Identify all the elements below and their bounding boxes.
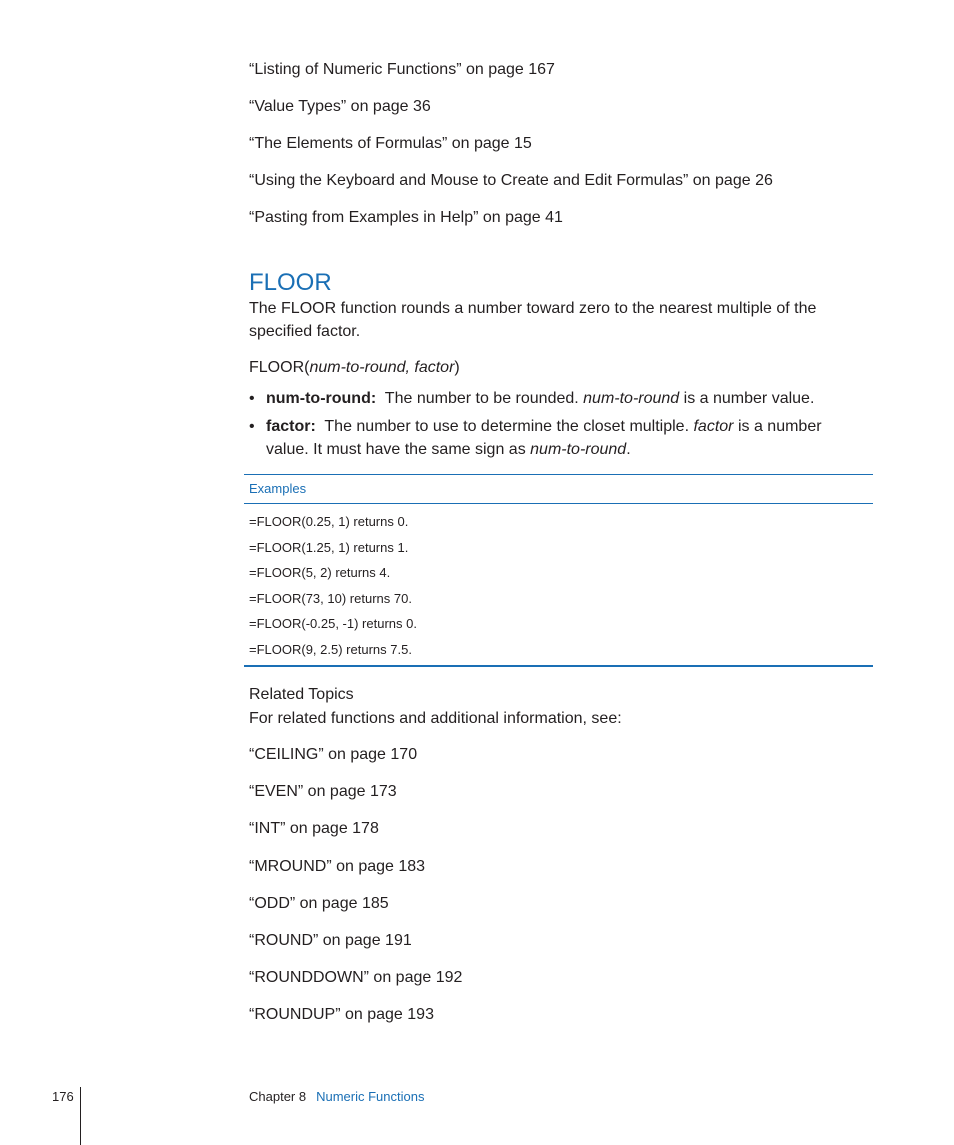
syntax-arguments: num-to-round, factor <box>309 359 455 376</box>
argument-desc: The number to use to determine the closet multiple. <box>324 418 690 435</box>
syntax-close-paren: ) <box>454 359 460 376</box>
chapter-footer <box>249 1089 424 1105</box>
example-row: =FLOOR(73, 10) returns 70. <box>249 590 412 606</box>
example-row: =FLOOR(0.25, 1) returns 0. <box>249 514 409 529</box>
function-syntax <box>249 358 460 378</box>
function-description: The FLOOR function rounds a number toward zero to the nearest multiple of the specified factor. <box>249 300 817 340</box>
argument-italic: num-to-round <box>530 441 627 458</box>
bullet-icon: • <box>249 418 255 435</box>
link-roundup[interactable]: “ROUNDUP” on page 193 <box>249 1006 434 1023</box>
link-ceiling[interactable]: “CEILING” on page 170 <box>249 746 418 763</box>
argument-desc: The number to be rounded. <box>384 390 579 407</box>
link-even[interactable]: “EVEN” on page 173 <box>249 783 397 800</box>
bullet-icon: • <box>249 390 255 407</box>
example-row: =FLOOR(5, 2) returns 4. <box>249 565 391 580</box>
argument-text <box>266 415 846 461</box>
syntax-function-name: FLOOR <box>249 359 305 376</box>
link-keyboard-mouse-formulas[interactable]: “Using the Keyboard and Mouse to Create and Edit Formulas” on page 26 <box>249 172 773 189</box>
syntax-open-paren: ( <box>304 359 310 376</box>
example-row: =FLOOR(-0.25, -1) returns 0. <box>249 616 417 631</box>
example-row: =FLOOR(9, 2.5) returns 7.5. <box>249 641 412 657</box>
chapter-title: Numeric Functions <box>316 1089 425 1104</box>
section-title: FLOOR <box>249 269 332 296</box>
link-rounddown[interactable]: “ROUNDDOWN” on page 192 <box>249 969 463 986</box>
argument-desc: is a number value. <box>683 390 815 407</box>
link-odd[interactable]: “ODD” on page 185 <box>249 895 389 912</box>
argument-desc: . <box>626 441 631 458</box>
page-number: 176 <box>52 1089 74 1104</box>
link-elements-of-formulas[interactable]: “The Elements of Formulas” on page 15 <box>249 135 532 152</box>
examples-header <box>244 475 873 504</box>
related-topics-intro: For related functions and additional information, see: <box>249 710 622 727</box>
link-round[interactable]: “ROUND” on page 191 <box>249 932 412 949</box>
examples-body <box>244 504 873 665</box>
link-value-types[interactable]: “Value Types” on page 36 <box>249 98 431 115</box>
argument-text <box>266 387 846 410</box>
link-pasting-examples[interactable]: “Pasting from Examples in Help” on page 41 <box>249 209 563 226</box>
argument-desc: is a number value. It must have the same sign as <box>266 418 822 458</box>
examples-table <box>244 474 873 667</box>
example-row: =FLOOR(1.25, 1) returns 1. <box>249 539 409 555</box>
argument-italic: num-to-round <box>583 390 680 407</box>
argument-italic: factor <box>693 418 734 435</box>
link-mround[interactable]: “MROUND” on page 183 <box>249 858 426 875</box>
examples-header-label: Examples <box>249 481 307 496</box>
link-listing-numeric-functions[interactable]: “Listing of Numeric Functions” on page 167 <box>249 61 555 78</box>
link-int[interactable]: “INT” on page 178 <box>249 820 379 837</box>
argument-item-factor <box>249 415 849 461</box>
related-topics-heading: Related Topics <box>249 686 354 703</box>
chapter-label: Chapter 8 <box>249 1089 307 1104</box>
argument-term: factor: <box>266 418 316 435</box>
argument-item-num-to-round <box>249 387 849 410</box>
footer-divider <box>80 1087 81 1145</box>
argument-term: num-to-round: <box>266 390 377 407</box>
